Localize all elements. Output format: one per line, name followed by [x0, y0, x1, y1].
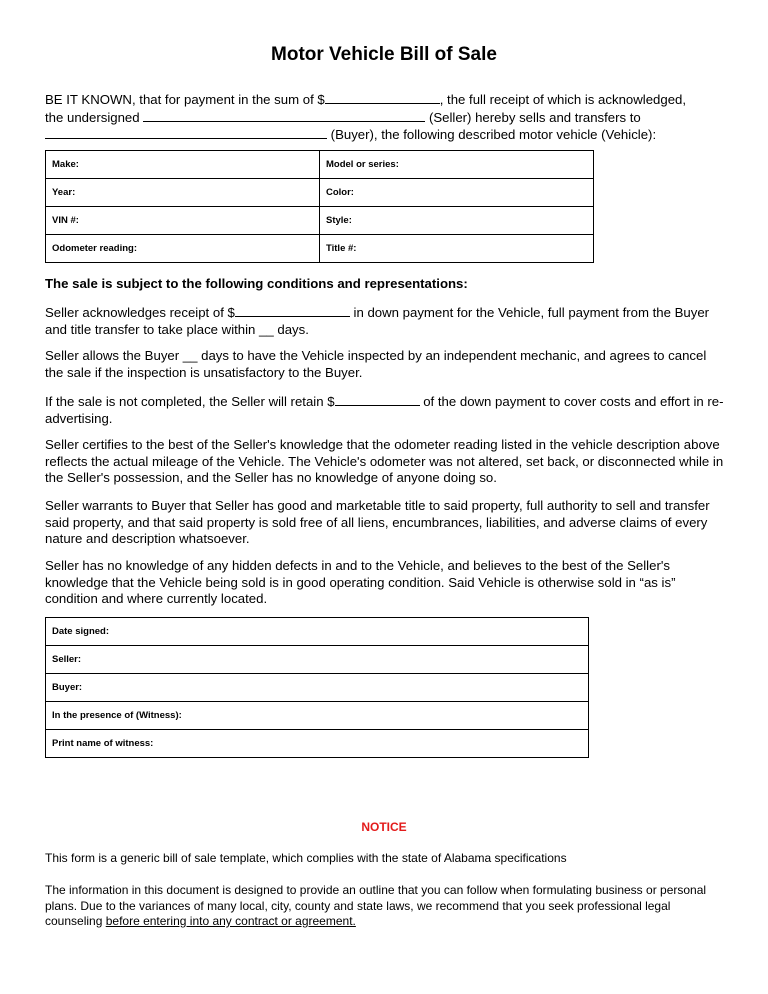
year-field[interactable]: Year: [46, 179, 320, 207]
table-row [46, 674, 589, 702]
vehicle-details-table [45, 150, 594, 263]
style-field[interactable]: Style: [320, 207, 594, 235]
table-row [46, 179, 594, 207]
signature-table [45, 617, 589, 758]
intro-text-3: the undersigned [45, 109, 140, 125]
odometer-field[interactable]: Odometer reading: [46, 235, 320, 263]
table-row [46, 646, 589, 674]
legal-info-paragraph [45, 883, 725, 930]
odometer-paragraph: Seller certifies to the best of the Seller's knowledge that the odometer reading listed in the vehicle description above reflects the actual mileage of the Vehicle. The Vehicle's odometer was not altered, set back, or disconnected while in the Seller's possession, and the Seller has no knowledge of anyone doing so. [45, 437, 724, 485]
inspection-paragraph: Seller allows the Buyer __ days to have the Vehicle inspected by an independent mechanic, and agrees to cancel the sale if the inspection is unsatisfactory to the Buyer. [45, 348, 707, 380]
seller-name-blank[interactable] [143, 109, 425, 122]
down-payment-blank[interactable] [235, 304, 350, 317]
legal-info-text: The information in this document is designed to provide an outline that you can follow when formulating business or personal plans. Due to the variances of many local, city, county and state laws, we recommend that you seek professional legal counseling [45, 883, 707, 928]
table-row [46, 207, 594, 235]
legal-info-underlined: before entering into any contract or agreement. [105, 914, 356, 928]
vin-field[interactable]: VIN #: [46, 207, 320, 235]
retain-paragraph [45, 393, 725, 427]
model-field[interactable]: Model or series: [320, 151, 594, 179]
buyer-signature-field[interactable]: Buyer: [46, 674, 589, 702]
notice-heading: NOTICE [361, 820, 407, 834]
table-row [46, 702, 589, 730]
down-payment-paragraph [45, 304, 725, 338]
title-warranty-paragraph: Seller warrants to Buyer that Seller has good and marketable title to said property, full authority to sell and transfer said property, and that said property is sold free of all liens, encumbrances, liabilities, and adverse claims of every nature and description whatsoever. [45, 498, 710, 546]
intro-text-4: (Seller) hereby sells and transfers to [428, 109, 641, 125]
retain-text-1: If the sale is not completed, the Seller will retain $ [45, 394, 335, 409]
conditions-heading: The sale is subject to the following conditions and representations: [45, 276, 468, 291]
intro-text-2: , the full receipt of which is acknowledged, [439, 92, 687, 107]
generic-template-note: This form is a generic bill of sale template, which complies with the state of Alabama specifications [45, 851, 567, 865]
retain-text-2: of the down payment to cover costs and effort in re-advertising. [45, 394, 724, 426]
intro-text-1: BE IT KNOWN, that for payment in the sum of $ [45, 92, 325, 107]
date-signed-field[interactable]: Date signed: [46, 618, 589, 646]
table-row [46, 235, 594, 263]
document-title: Motor Vehicle Bill of Sale [271, 44, 497, 65]
buyer-name-blank[interactable] [45, 126, 327, 139]
down-payment-text-1: Seller acknowledges receipt of $ [45, 305, 235, 320]
witness-signature-field[interactable]: In the presence of (Witness): [46, 702, 589, 730]
table-row [46, 730, 589, 758]
make-field[interactable]: Make: [46, 151, 320, 179]
seller-signature-field[interactable]: Seller: [46, 646, 589, 674]
defects-paragraph: Seller has no knowledge of any hidden defects in and to the Vehicle, and believes to the best of the Seller's knowledge that the Vehicle being sold is in good operating condition. Said Vehicle is otherwise sold in “as is” condition and where currently located. [45, 558, 676, 606]
intro-paragraph [45, 91, 725, 144]
down-payment-text-2: in down payment for the Vehicle, full payment from the Buyer and title transfer to take place within __ days. [45, 305, 710, 337]
retain-amount-blank[interactable] [335, 393, 420, 406]
title-number-field[interactable]: Title #: [320, 235, 594, 263]
table-row [46, 618, 589, 646]
table-row [46, 151, 594, 179]
intro-text-5: (Buyer), the following described motor vehicle (Vehicle): [330, 127, 657, 142]
payment-sum-blank[interactable] [325, 91, 440, 104]
witness-name-field[interactable]: Print name of witness: [46, 730, 589, 758]
color-field[interactable]: Color: [320, 179, 594, 207]
